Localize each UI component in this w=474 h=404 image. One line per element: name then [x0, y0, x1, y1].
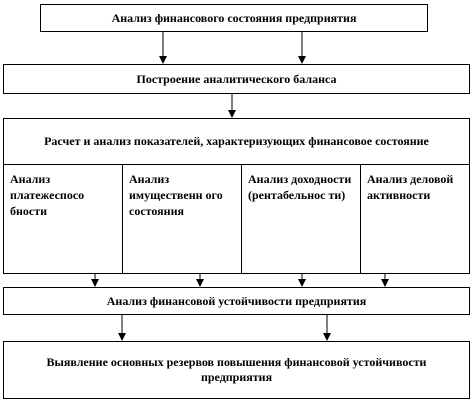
box-reserves-identification-label: Выявление основных резервов повышения финансовой устойчивости предприятия: [46, 355, 427, 384]
box-financial-analysis-label: Анализ финансового состояния предприятия: [111, 10, 357, 25]
box-analytical-balance-label: Построение аналитического баланса: [136, 71, 337, 86]
sub-property-label: Анализ имущественн ого состояния: [129, 172, 223, 218]
sub-profitability-label: Анализ доходности (рентабельнос ти): [248, 172, 352, 202]
box-financial-stability-label: Анализ финансовой устойчивости предприятия: [106, 293, 367, 308]
sub-solvency-label: Анализ платежеспосо бности: [10, 172, 85, 218]
box-indicators-calculation-label: Расчет и анализ показателей, характеризующих финансовое состояние: [44, 134, 429, 148]
sub-business-activity-label: Анализ деловой активности: [367, 172, 454, 202]
